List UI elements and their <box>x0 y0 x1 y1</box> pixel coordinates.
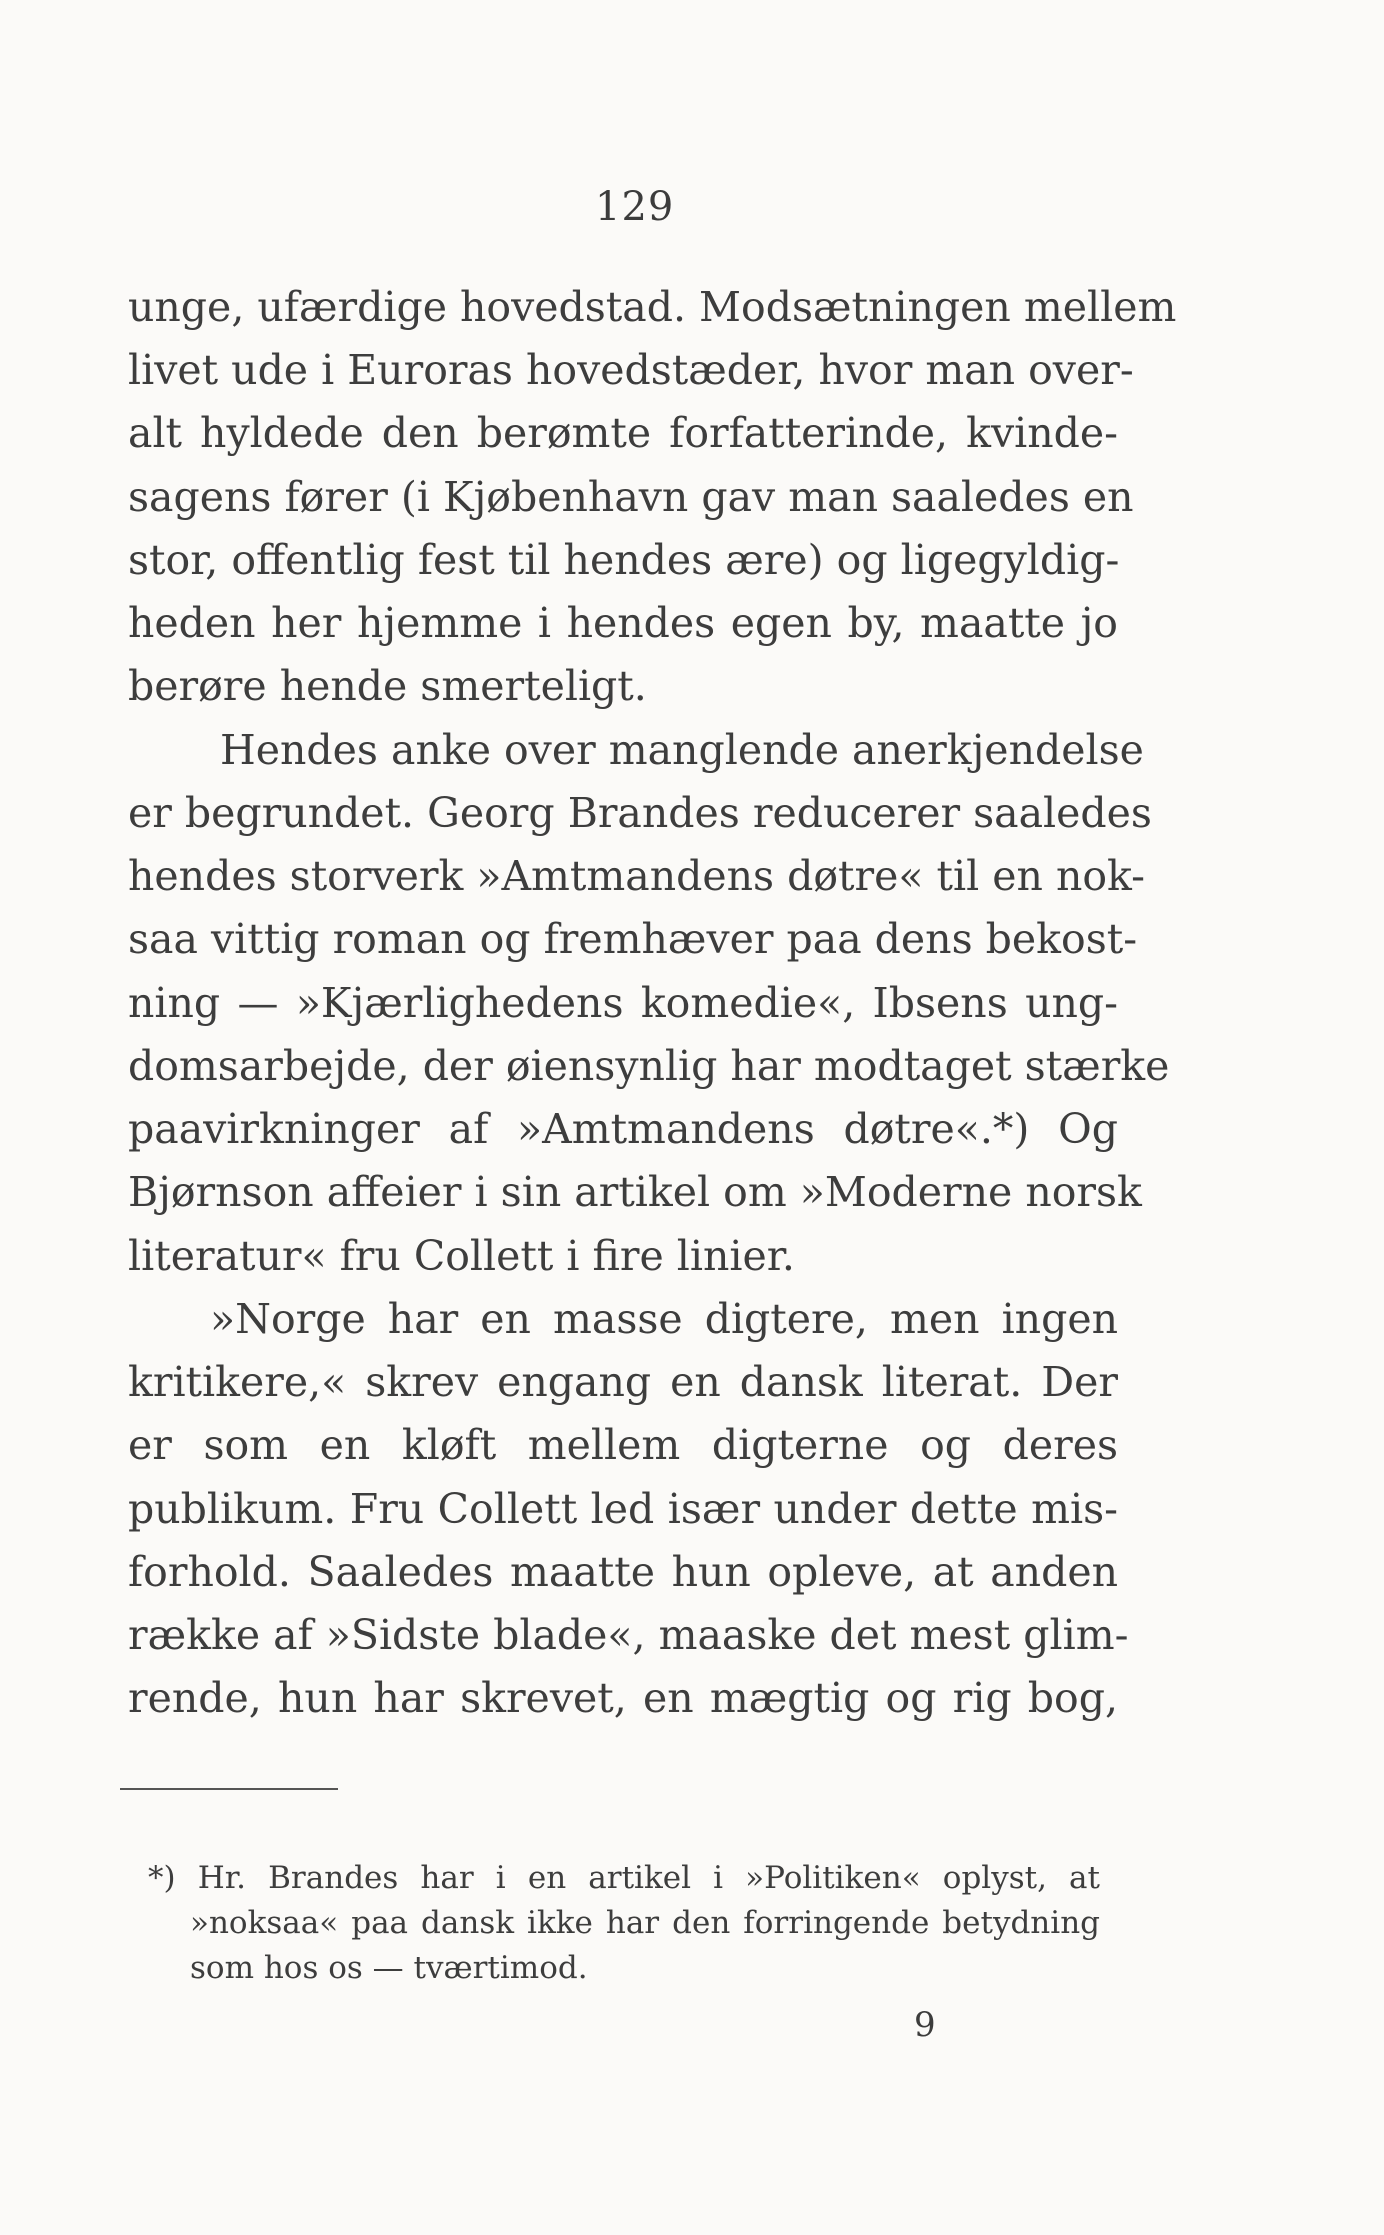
text-line: rende, hun har skrevet, en mægtig og rig bog, <box>128 1674 1118 1722</box>
text-line: domsarbejde, der øiensynlig har modtaget stærke <box>128 1042 1170 1090</box>
signature-mark: 9 <box>914 2005 936 2045</box>
text-line: Hendes anke over manglende anerkjendelse <box>220 726 1144 774</box>
footnote-line: »noksaa« paa dansk ikke har den forringende betydning <box>190 1905 1100 1941</box>
text-line: »Norge har en masse digtere, men ingen <box>210 1295 1118 1343</box>
page-number: 129 <box>595 184 675 230</box>
text-line: forhold. Saaledes maatte hun opleve, at anden <box>128 1548 1118 1596</box>
text-line: ning — »Kjærlighedens komedie«, Ibsens ung- <box>128 979 1118 1027</box>
text-line: hendes storverk »Amtmandens døtre« til en nok- <box>128 852 1146 900</box>
text-line: er begrundet. Georg Brandes reducerer saaledes <box>128 789 1152 837</box>
text-line: heden her hjemme i hendes egen by, maatte jo <box>128 599 1118 647</box>
text-line: literatur« fru Collett i fire linier. <box>128 1232 795 1280</box>
text-line: kritikere,« skrev engang en dansk literat. Der <box>128 1358 1118 1406</box>
text-line: Bjørnson affeier i sin artikel om »Moderne norsk <box>128 1168 1142 1216</box>
text-line: række af »Sidste blade«, maaske det mest glim- <box>128 1611 1129 1659</box>
footnote-line: *) Hr. Brandes har i en artikel i »Politiken« oplyst, at <box>148 1860 1100 1896</box>
text-line: publikum. Fru Collett led især under dette mis- <box>128 1485 1118 1533</box>
text-line: sagens fører (i Kjøbenhavn gav man saaledes en <box>128 473 1134 521</box>
text-line: alt hyldede den berømte forfatterinde, kvinde- <box>128 409 1118 457</box>
text-line: saa vittig roman og fremhæver paa dens bekost- <box>128 915 1138 963</box>
text-line: paavirkninger af »Amtmandens døtre«.*) Og <box>128 1105 1118 1153</box>
text-line: livet ude i Euroras hovedstæder, hvor man over- <box>128 346 1134 394</box>
text-line: stor, offentlig fest til hendes ære) og ligegyldig- <box>128 536 1120 584</box>
text-line: berøre hende smerteligt. <box>128 662 647 710</box>
text-line: er som en kløft mellem digterne og deres <box>128 1421 1118 1469</box>
text-line: unge, ufærdige hovedstad. Modsætningen mellem <box>128 283 1177 331</box>
footnote-divider <box>120 1788 338 1790</box>
footnote-line: som hos os — tværtimod. <box>190 1950 588 1986</box>
